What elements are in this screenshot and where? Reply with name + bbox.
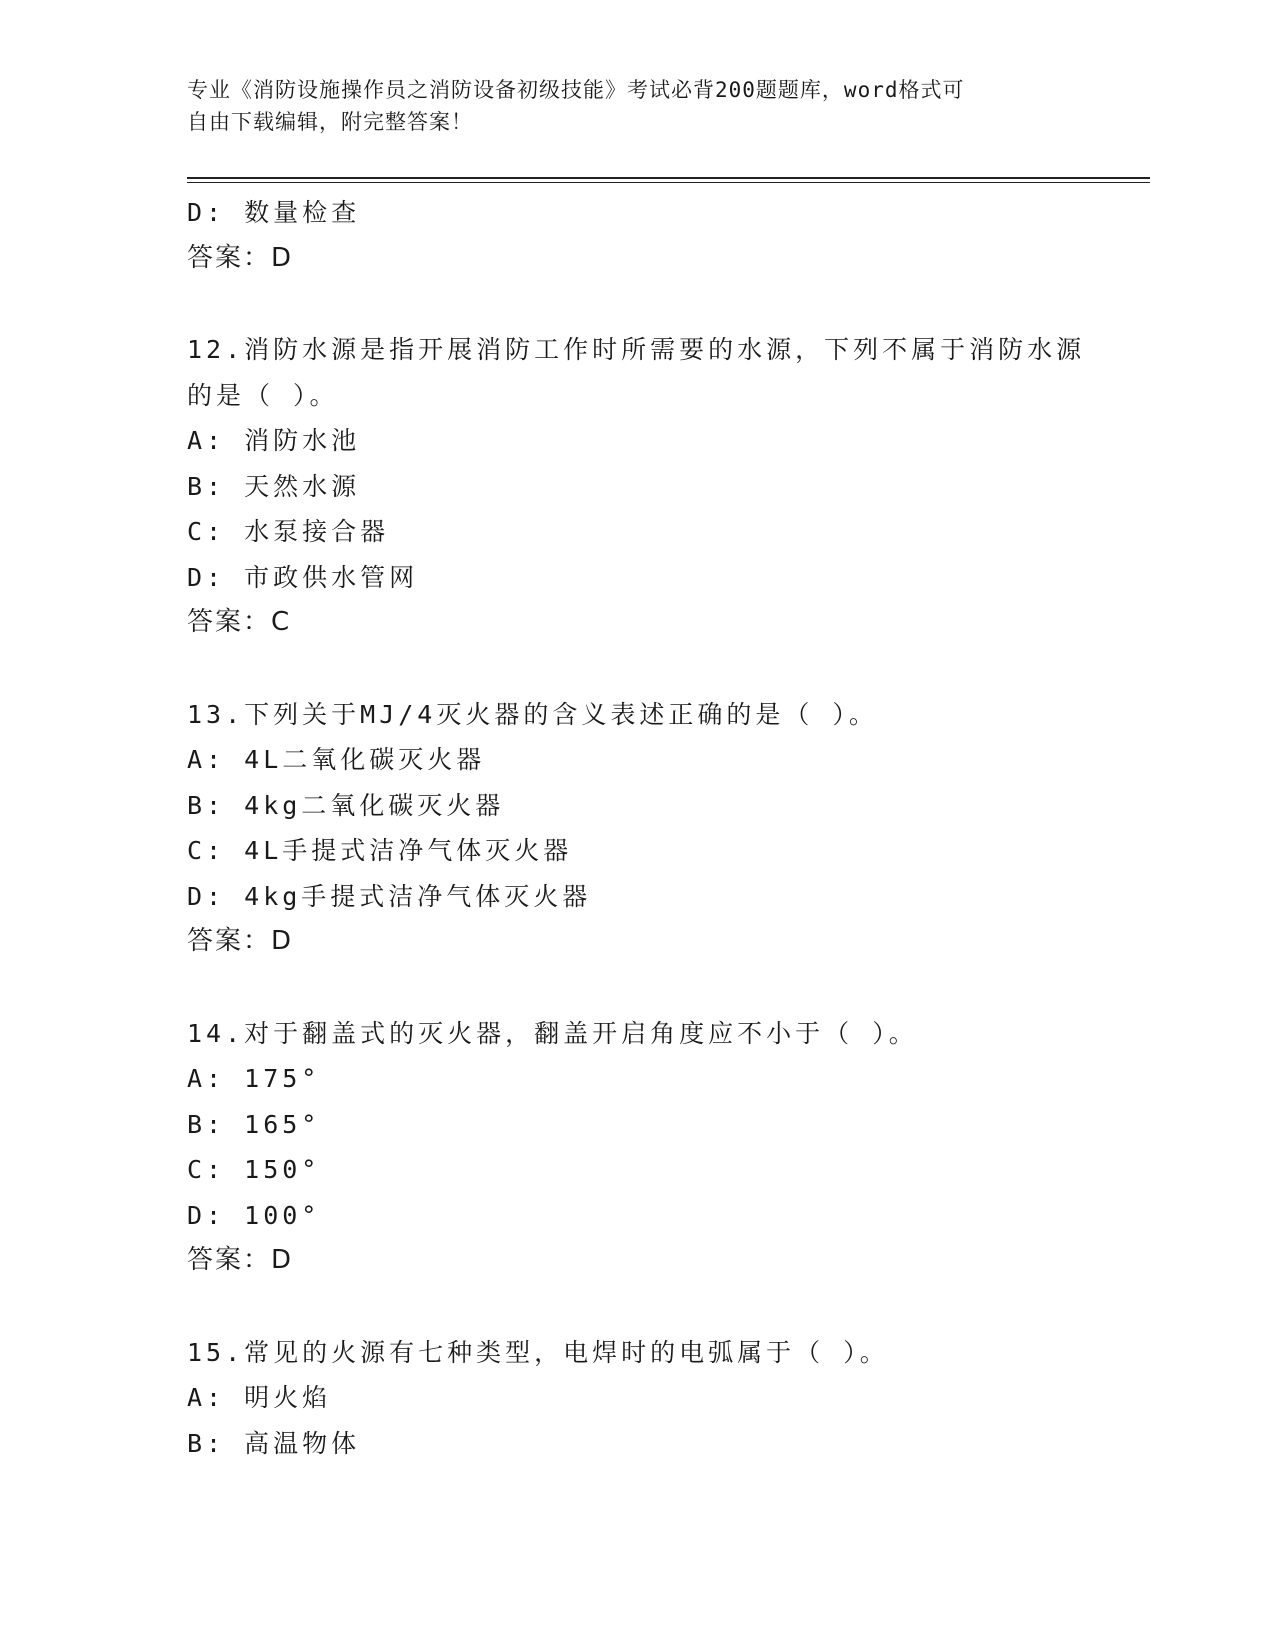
header-divider-thin — [187, 182, 1150, 183]
question-13 — [187, 692, 1087, 965]
option-d: D: 数量检查 — [187, 198, 361, 227]
spacer — [187, 965, 1087, 1011]
header-divider-thick — [187, 177, 1150, 179]
header-line-2: 自由下载编辑，附完整答案！ — [187, 110, 473, 134]
answer: 答案：C — [187, 607, 292, 637]
answer: 答案：D — [187, 1245, 294, 1275]
option-d: D: 4kg手提式洁净气体灭火器 — [187, 881, 592, 911]
option-b: B: 天然水源 — [187, 471, 361, 501]
option-c: C: 150° — [187, 1155, 321, 1184]
option-d: D: 市政供水管网 — [187, 562, 419, 592]
question-stem: 12.消防水源是指开展消防工作时所需要的水源，下列不属于消防水源 — [187, 335, 1086, 364]
option-b: B: 165° — [187, 1109, 321, 1139]
spacer — [187, 646, 1087, 692]
document-header — [187, 74, 1067, 138]
question-stem: 15.常见的火源有七种类型，电焊时的电弧属于（ ）。 — [187, 1337, 889, 1367]
option-b: B: 高温物体 — [187, 1428, 361, 1458]
option-a: A: 175° — [187, 1064, 321, 1093]
question-stem-continued: 的是（ ）。 — [187, 380, 339, 410]
question-15 — [187, 1330, 1087, 1467]
question-list — [187, 190, 1087, 1466]
spacer — [187, 281, 1087, 327]
answer: 答案：D — [187, 242, 294, 273]
option-b: B: 4kg二氧化碳灭火器 — [187, 790, 505, 820]
option-c: C: 水泵接合器 — [187, 517, 390, 546]
option-a: A: 明火焰 — [187, 1383, 332, 1412]
question-stem: 14.对于翻盖式的灭火器，翻盖开启角度应不小于（ ）。 — [187, 1018, 918, 1048]
option-a: A: 消防水池 — [187, 426, 361, 455]
question-stem: 13.下列关于MJ/4灭火器的含义表述正确的是（ ）。 — [187, 699, 878, 729]
option-c: C: 4L手提式洁净气体灭火器 — [187, 836, 573, 865]
question-12 — [187, 327, 1087, 646]
option-d: D: 100° — [187, 1200, 321, 1230]
header-line-1: 专业《消防设施操作员之消防设备初级技能》考试必背200题题库，word格式可 — [187, 78, 965, 102]
question-14 — [187, 1011, 1087, 1284]
answer: 答案：D — [187, 926, 294, 956]
carryover-question — [187, 190, 1087, 281]
option-a: A: 4L二氧化碳灭火器 — [187, 745, 486, 774]
spacer — [187, 1284, 1087, 1330]
